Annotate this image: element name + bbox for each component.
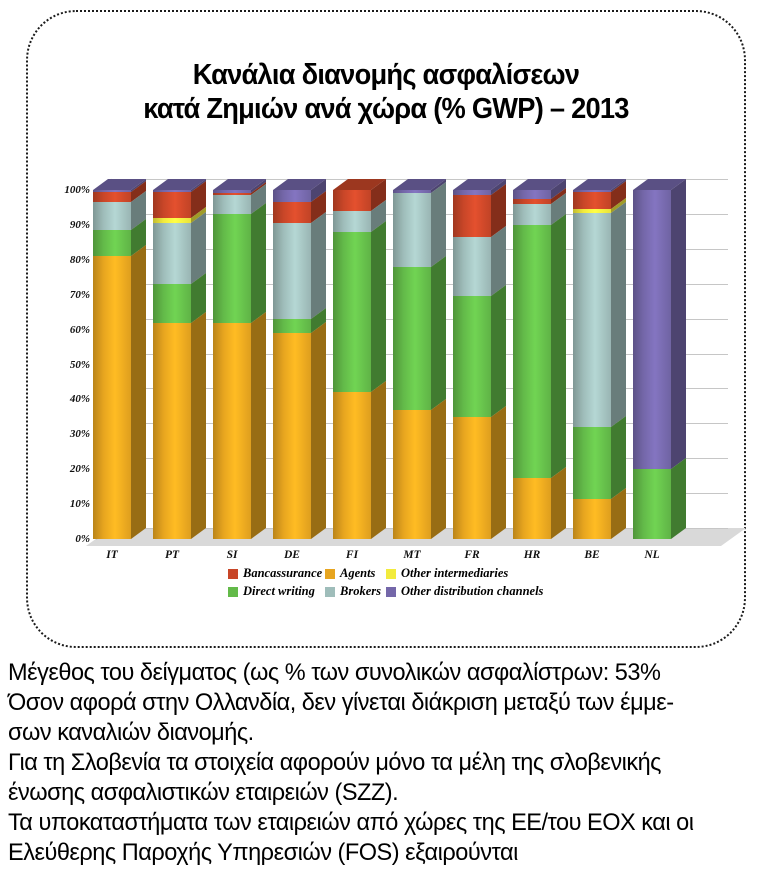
- note-line-7: Ελεύθερης Παροχής Υπηρεσιών (FOS) εξαιρούνται: [8, 839, 518, 866]
- x-axis-label-FR: FR: [464, 549, 480, 561]
- y-axis-label: 90%: [69, 218, 90, 231]
- legend-item-brokers: [325, 584, 381, 599]
- bar-segment-direct-writing: [213, 214, 251, 322]
- x-axis-label-SI: SI: [226, 549, 238, 561]
- x-axis-label-IT: IT: [106, 549, 118, 561]
- bar-segment-agents: [333, 392, 371, 539]
- bar-side-segment-agents: [251, 312, 266, 539]
- figure-panel: [26, 10, 746, 648]
- legend-label-other-distribution-channels: Other distribution channels: [401, 584, 544, 598]
- y-axis-label: 30%: [69, 428, 90, 441]
- bar-side-segment-other-distribution-channels: [671, 179, 686, 469]
- y-axis-label: 0%: [75, 533, 90, 545]
- x-axis-label-NL: NL: [644, 549, 660, 561]
- bar-segment-bancassurance: [93, 192, 131, 202]
- bar-segment-bancassurance: [453, 195, 491, 237]
- bar-segment-agents: [93, 256, 131, 539]
- bar-side-segment-brokers: [611, 202, 626, 428]
- y-axis-label: 20%: [69, 463, 90, 476]
- bar-side-face-DE: [311, 179, 326, 539]
- bar-segment-bancassurance: [333, 190, 371, 211]
- notes: [8, 658, 764, 868]
- bar-side-segment-brokers: [311, 212, 326, 319]
- bar-segment-brokers: [393, 193, 431, 266]
- bar-side-face-IT: [131, 179, 146, 539]
- bar-segment-other-distribution-channels: [273, 190, 311, 202]
- bar-FR: [453, 190, 491, 539]
- bar-side-segment-agents: [491, 406, 506, 539]
- bar-BE: [573, 190, 611, 539]
- y-axis-label: 70%: [69, 288, 90, 301]
- bar-segment-direct-writing: [573, 427, 611, 499]
- bar-side-segment-brokers: [431, 182, 446, 266]
- note-line-4: Για τη Σλοβενία τα στοιχεία αφορούν μόνο τα μέλη της σλοβενικής: [8, 749, 662, 776]
- bar-segment-other-distribution-channels: [633, 190, 671, 469]
- bar-side-face-NL: [671, 179, 686, 539]
- legend-label-other-intermediaries: Other intermediaries: [401, 566, 509, 580]
- bar-segment-agents: [213, 323, 251, 539]
- bar-side-segment-direct-writing: [551, 214, 566, 478]
- bar-segment-direct-writing: [513, 225, 551, 478]
- bar-side-segment-direct-writing: [671, 458, 686, 539]
- bar-segment-direct-writing: [93, 230, 131, 256]
- bar-segment-agents: [573, 499, 611, 539]
- note-line-2: Όσον αφορά στην Ολλανδία, δεν γίνεται διάκριση μεταξύ των έμμε-: [8, 689, 674, 716]
- bar-side-face-BE: [611, 179, 626, 539]
- x-axis-label-BE: BE: [584, 549, 600, 561]
- legend-swatch-other-distribution-channels: [386, 587, 396, 597]
- bar-side-segment-agents: [431, 399, 446, 539]
- x-axis-label-PT: PT: [164, 549, 180, 561]
- legend-label-agents: Agents: [340, 566, 376, 580]
- bar-side-segment-agents: [131, 245, 146, 539]
- chart-area: [28, 12, 744, 646]
- legend-swatch-agents: [325, 569, 335, 579]
- y-axis-label: 10%: [69, 498, 90, 511]
- legend-item-direct-writing: [228, 584, 315, 599]
- bar-PT: [153, 190, 191, 539]
- bar-SI: [213, 190, 251, 539]
- legend-item-other-intermediaries: [386, 566, 508, 581]
- bar-side-face-MT: [431, 179, 446, 539]
- bar-side-face-SI: [251, 179, 266, 539]
- x-axis-label-FI: FI: [345, 549, 359, 561]
- bar-segment-brokers: [333, 211, 371, 232]
- bar-side-segment-direct-writing: [251, 203, 266, 322]
- bar-segment-direct-writing: [633, 469, 671, 539]
- legend-swatch-brokers: [325, 587, 335, 597]
- legend-swatch-bancassurance: [228, 569, 238, 579]
- bar-side-segment-direct-writing: [611, 416, 626, 499]
- bar-side-segment-direct-writing: [491, 285, 506, 416]
- bar-side-segment-agents: [311, 322, 326, 539]
- x-axis-label-HR: HR: [523, 549, 541, 561]
- bar-segment-brokers: [453, 237, 491, 296]
- bar-MT: [393, 190, 431, 539]
- chart-title-line1: Κανάλια διανομής ασφαλίσεων: [192, 59, 580, 91]
- bar-segment-brokers: [513, 204, 551, 225]
- bar-segment-direct-writing: [333, 232, 371, 393]
- bar-segment-bancassurance: [273, 202, 311, 223]
- bar-segment-brokers: [273, 223, 311, 319]
- bar-segment-brokers: [93, 202, 131, 230]
- bar-FI: [333, 190, 371, 539]
- y-axis-label: 60%: [69, 323, 90, 336]
- bar-segment-direct-writing: [393, 267, 431, 410]
- bar-segment-agents: [513, 478, 551, 539]
- bar-IT: [93, 190, 131, 539]
- x-axis-label-MT: MT: [403, 549, 421, 561]
- bar-side-segment-direct-writing: [371, 221, 386, 393]
- y-axis-label: 80%: [69, 253, 90, 266]
- bar-segment-agents: [273, 333, 311, 539]
- bar-segment-other-distribution-channels: [513, 190, 551, 199]
- note-line-6: Τα υποκαταστήματα των εταιρειών από χώρες της ΕΕ/του ΕΟΧ και οι: [8, 809, 694, 836]
- legend-item-agents: [325, 566, 375, 581]
- legend-label-bancassurance: Bancassurance: [243, 566, 323, 580]
- bar-segment-bancassurance: [153, 192, 191, 218]
- legend-swatch-direct-writing: [228, 587, 238, 597]
- y-axis-label: 40%: [69, 393, 90, 406]
- legend-label-brokers: Brokers: [340, 584, 381, 598]
- bar-side-face-PT: [191, 179, 206, 539]
- bar-side-segment-direct-writing: [431, 256, 446, 410]
- bar-segment-direct-writing: [453, 296, 491, 416]
- bar-segment-brokers: [153, 223, 191, 284]
- legend-item-bancassurance: [228, 566, 322, 581]
- legend-label-direct-writing: Direct writing: [243, 584, 315, 598]
- note-line-1: Μέγεθος του δείγματος (ως % των συνολικών ασφαλίστρων: 53%: [8, 659, 661, 686]
- bar-side-face-FI: [371, 179, 386, 539]
- bar-NL: [633, 190, 671, 539]
- bar-segment-direct-writing: [273, 319, 311, 333]
- note-line-5: ένωσης ασφαλιστικών εταιρειών (SZZ).: [8, 779, 399, 806]
- bar-segment-direct-writing: [153, 284, 191, 322]
- bar-side-face-HR: [551, 179, 566, 539]
- x-axis-label-DE: DE: [284, 549, 300, 561]
- note-line-3: σων καναλιών διανομής.: [8, 719, 254, 746]
- chart-title-line2: κατά Ζημιών ανά χώρα (% GWP) – 2013: [143, 93, 629, 125]
- bar-segment-agents: [153, 323, 191, 539]
- bar-HR: [513, 190, 551, 539]
- bar-side-face-FR: [491, 179, 506, 539]
- y-axis-label: 50%: [69, 358, 90, 371]
- legend-item-other-distribution-channels: [386, 584, 543, 599]
- legend-swatch-other-intermediaries: [386, 569, 396, 579]
- bar-segment-agents: [453, 417, 491, 539]
- bar-side-segment-agents: [551, 467, 566, 539]
- bar-segment-brokers: [573, 213, 611, 428]
- bar-DE: [273, 190, 311, 539]
- bar-segment-brokers: [213, 195, 251, 214]
- bar-segment-agents: [393, 410, 431, 539]
- bar-side-segment-agents: [191, 312, 206, 539]
- y-axis-label: 100%: [64, 184, 90, 196]
- bar-side-segment-agents: [371, 381, 386, 539]
- bar-segment-bancassurance: [573, 192, 611, 209]
